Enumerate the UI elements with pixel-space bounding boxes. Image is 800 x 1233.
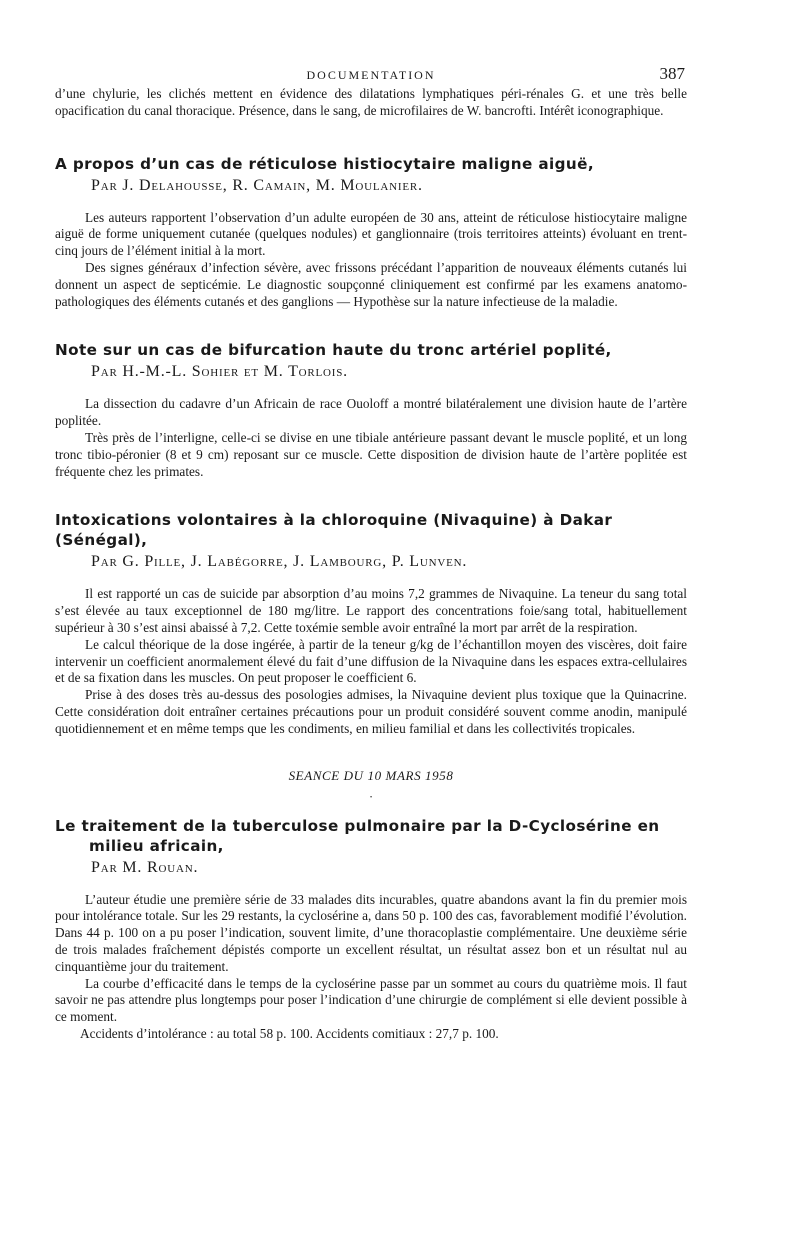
intro-paragraph: d’une chylurie, les clichés mettent en évidence des dilatations lymphatiques péri-rénales G. et une très belle opacification du canal thoracique. Présence, dans le sang, de microfilaires de W. bancrofti. Intérêt iconographique.: [55, 86, 687, 118]
article-title-line: Le traitement de la tuberculose pulmonaire par la D-Cyclosérine en: [55, 816, 660, 835]
article-paragraph: L’auteur étudie une première série de 33 malades dits incurables, quatre abandons avant la fin du premier mois pour intolérance totale. Sur les 29 restants, la cyclosérine a, dans 50 p. 100 des cas, favorablement modifié l’évolution. Dans 44 p. 100 on a pu poser l’indication, souvent limite, d’une thoracoplastie complémentaire. Une deuxième série de trois malades fraîchement dépistés comporte un excellent résultat, un résultat assez bon et un résultat nul au cinquantième jour du traitement.: [55, 891, 687, 974]
article-authors: Par H.-M.-L. Sohier et M. Torlois.: [91, 363, 348, 381]
article-paragraph: Très près de l’interligne, celle-ci se divise en une tibiale antérieure passant devant le muscle poplité, et un long tronc tibio-péronier (8 et 9 cm) reposant sur ce muscle. Cette disposition de division haute de l’artère poplitée est fréquente chez les primates.: [55, 429, 687, 479]
journal-page: [55, 64, 687, 1043]
article-authors: Par M. Rouan.: [91, 858, 199, 876]
article-title: Note sur un cas de bifurcation haute du tronc artériel poplité,: [55, 341, 612, 360]
session-heading: SEANCE DU 10 MARS 1958: [288, 767, 454, 783]
page-number: 387: [659, 64, 685, 83]
article-title-continuation: milieu africain,: [89, 836, 224, 855]
article-chloroquine: [55, 510, 687, 737]
article-paragraph: La dissection du cadavre d’un Africain de race Ouoloff a montré bilatéralement une division haute de l’artère poplitée.: [55, 396, 687, 429]
article-title: Intoxications volontaires à la chloroquine (Nivaquine) à Dakar (Sénégal),: [55, 511, 613, 550]
article-bifurcation: [55, 340, 687, 480]
article-paragraph: La courbe d’efficacité dans le temps de la cyclosérine passe par un sommet au cours du quatrième mois. Il faut savoir ne pas attendre plus longtemps pour poser l’indication d’une chirurgie de complément si elle devient possible à ce moment.: [55, 975, 687, 1025]
ornament-dot: •: [369, 794, 373, 801]
article-reticulose: [55, 154, 687, 311]
article-paragraph: Des signes généraux d’infection sévère, avec frissons précédant l’apparition de nouveaux éléments cutanés lui donnent un aspect de septicémie. Le diagnostic soupçonné cliniquement est confirmé par les examens anatomo-pathologiques des éléments cutanés et des ganglions — Hypothèse sur la nature infectieuse de la maladie.: [55, 259, 687, 309]
article-title: A propos d’un cas de réticulose histiocytaire maligne aiguë,: [55, 154, 595, 173]
article-paragraph: Le calcul théorique de la dose ingérée, à partir de la teneur g/kg de l’échantillon moyen des viscères, doit faire intervenir un coefficient anormalement élevé du fait d’une diffusion de la Nivaquine dans les espaces extra-cellulaires et de sa fixation dans les muscles. On peut proposer le coefficient 6.: [55, 636, 687, 686]
article-title: [55, 816, 687, 856]
article-paragraph: Il est rapporté un cas de suicide par absorption d’au moins 7,2 grammes de Nivaquine. La teneur du sang total s’est élevée au taux exceptionnel de 180 mg/litre. Le rapport des concentrations foie/sang total, habituellement supérieur à 30 s’est ainsi abaissé à 7,2. Cette toxémie semble avoir entraîné la mort par arrêt de la respiration.: [55, 586, 687, 635]
article-paragraph: Prise à des doses très au-dessus des posologies admises, la Nivaquine devient plus toxique que la Quinacrine. Cette considération doit entraîner certaines précautions pour un produit considéré souvent comme anodin, manipulé quotidiennement et en même temps que les condiments, en milieu familial et dans les collectivités tropicales.: [55, 687, 687, 736]
running-header: [55, 64, 687, 86]
article-paragraph: Les auteurs rapportent l’observation d’un adulte européen de 30 ans, atteint de réticulose histiocytaire maligne aiguë de forme uniquement cutanée (quelques nodules) et ganglionnaire (trois territoires atteints) évoluant en trent-cinq jours de l’élément initial à la mort.: [55, 209, 687, 259]
article-cycloserine: [55, 816, 687, 1043]
article-authors: Par J. Delahousse, R. Camain, M. Moulanier.: [91, 176, 423, 194]
running-title: DOCUMENTATION: [306, 68, 436, 82]
article-closing-line: Accidents d’intolérance : au total 58 p. 100. Accidents comitiaux : 27,7 p. 100.: [80, 1025, 499, 1041]
article-authors: Par G. Pille, J. Labégorre, J. Lambourg, P. Lunven.: [91, 553, 468, 571]
